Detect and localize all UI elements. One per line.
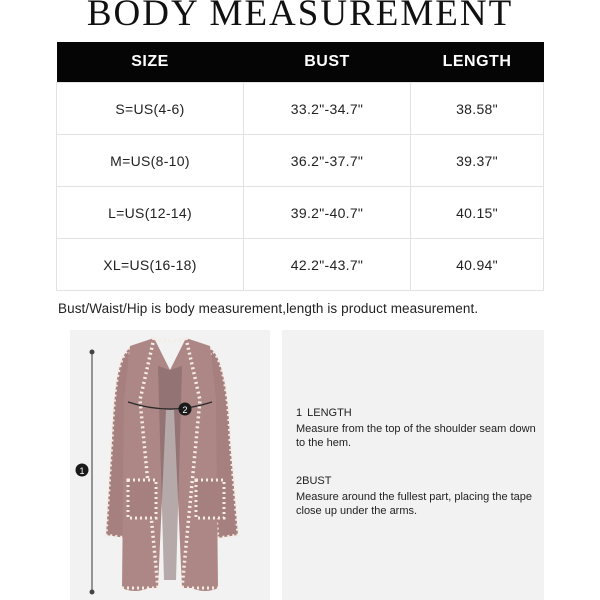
instruction-text: Measure around the fullest part, placing the tape close up under the arms. — [296, 491, 533, 517]
bust-cell: 42.2"-43.7" — [244, 239, 411, 291]
table-row — [57, 187, 544, 239]
instruction-bust — [296, 474, 536, 518]
measurement-note: Bust/Waist/Hip is body measurement,length is product measurement. — [58, 301, 479, 316]
length-cell: 40.15" — [411, 187, 544, 239]
instruction-label: BUST — [302, 475, 332, 487]
left-pocket — [128, 480, 156, 518]
page-title: BODY MEASUREMENT — [86, 0, 514, 34]
bust-marker — [179, 403, 192, 416]
column-header-length: LENGTH — [411, 42, 544, 83]
table-row — [57, 135, 544, 187]
column-header-bust: BUST — [244, 42, 411, 83]
bust-cell: 36.2"-37.7" — [244, 135, 411, 187]
size-cell: M=US(8-10) — [57, 135, 244, 187]
garment-diagram-panel — [70, 330, 270, 600]
right-pocket — [196, 480, 224, 518]
size-cell: XL=US(16-18) — [57, 239, 244, 291]
instruction-label: LENGTH — [307, 407, 352, 419]
size-chart-table — [56, 42, 544, 291]
length-arrow — [90, 350, 95, 595]
instruction-number: 2 — [296, 475, 303, 487]
table-row — [57, 239, 544, 291]
bust-cell: 33.2"-34.7" — [244, 83, 411, 135]
length-cell: 39.37" — [411, 135, 544, 187]
size-cell: L=US(12-14) — [57, 187, 244, 239]
length-cell: 40.94" — [411, 239, 544, 291]
table-header-row — [57, 42, 544, 83]
column-header-size: SIZE — [57, 42, 244, 83]
instruction-number: 1 — [296, 407, 303, 419]
bust-marker-label: 2 — [182, 405, 188, 415]
size-cell: S=US(4-6) — [57, 83, 244, 135]
cardigan-coat-illustration — [70, 330, 270, 600]
instruction-text: Measure from the top of the shoulder seam down to the hem. — [296, 423, 536, 449]
measuring-instructions-panel — [282, 330, 544, 600]
length-marker-label: 1 — [79, 466, 85, 476]
length-cell: 38.58" — [411, 83, 544, 135]
bust-cell: 39.2"-40.7" — [244, 187, 411, 239]
instruction-length — [296, 406, 536, 450]
length-marker — [76, 464, 89, 477]
table-row — [57, 83, 544, 135]
